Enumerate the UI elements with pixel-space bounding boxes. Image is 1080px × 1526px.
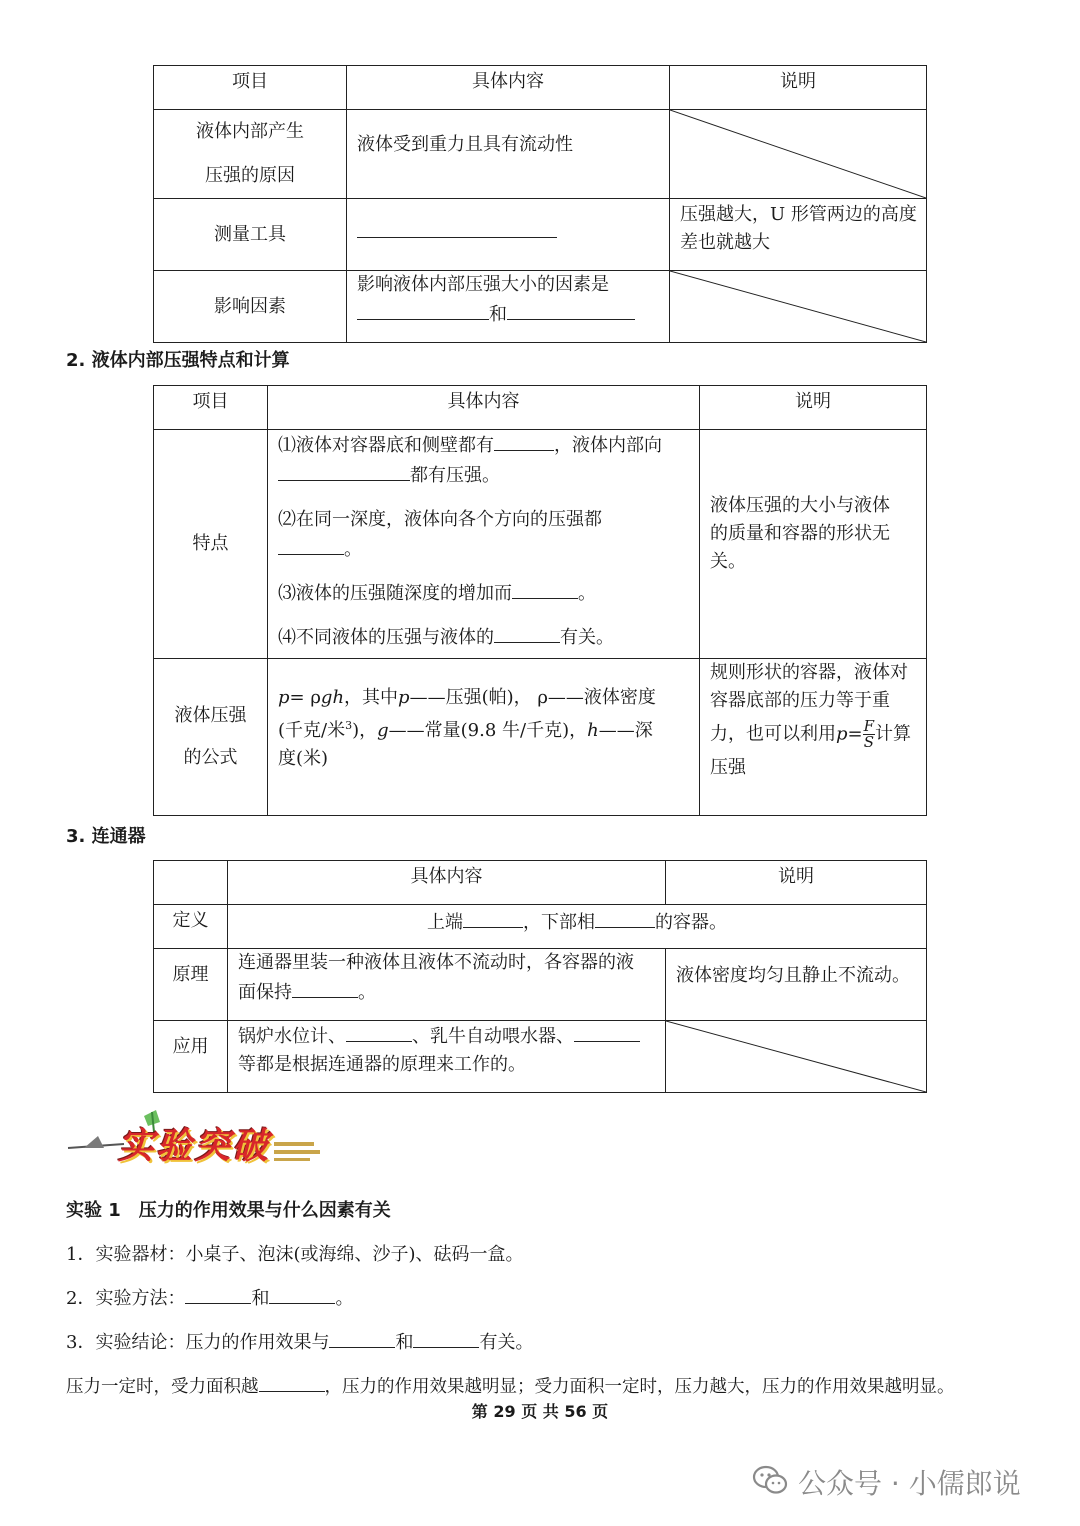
answer-blank[interactable] [463, 907, 523, 928]
cell-text: ——深 [598, 719, 653, 741]
experiment-title: 实验 1 压力的作用效果与什么因素有关 [66, 1200, 391, 1221]
cell-text: ⑴液体对容器底和侧壁都有 [278, 435, 494, 456]
cell-text [238, 1021, 659, 1051]
answer-blank[interactable] [494, 430, 554, 451]
fraction-denominator: S [863, 733, 874, 751]
table-row-note [700, 659, 927, 816]
superscript: 3 [345, 718, 353, 732]
table-header: 具体内容 [228, 861, 666, 905]
cell-text: 的质量和容器的形状无 [710, 523, 890, 544]
cell-text: 、乳牛自动喂水器、 [412, 1026, 574, 1047]
answer-blank[interactable] [269, 1283, 335, 1304]
math-symbol: p [278, 686, 290, 708]
table-header: 项目 [154, 386, 268, 430]
table-row-item [154, 659, 268, 816]
table-header: 具体内容 [268, 386, 700, 430]
table-row-content [347, 110, 670, 199]
table-row-item: 特点 [154, 430, 268, 659]
cell-text: 计算 [875, 723, 912, 745]
table-connected-vessels [153, 860, 927, 1093]
cell-text: ——压强(帕)， ρ——液体密度 [409, 686, 656, 708]
cell-text: 上端 [427, 912, 463, 933]
cell-text: ，下部相 [523, 912, 595, 933]
diagonal-line [670, 110, 926, 198]
table-row-content [228, 1021, 666, 1093]
table-row-content [268, 430, 700, 659]
formula-line [278, 684, 691, 712]
cell-text: 锅炉水位计、 [238, 1026, 346, 1047]
math-symbol: p [398, 686, 410, 708]
answer-blank[interactable] [278, 534, 344, 555]
fraction-numerator: F [863, 717, 875, 735]
table-header [154, 861, 228, 905]
diagonal-cell [670, 271, 927, 343]
paragraph [278, 460, 699, 490]
cell-text: 和 [489, 304, 507, 325]
paragraph [278, 506, 699, 534]
cell-text: 。 [344, 539, 362, 560]
cell-text: 2．实验方法： [66, 1288, 186, 1309]
fraction [863, 719, 875, 750]
table-row-content [228, 905, 927, 949]
cell-text: 容器底部的压力等于重 [710, 690, 890, 711]
experiment-line: 1．实验器材：小桌子、泡沫(或海绵、沙子)、砝码一盒。 [66, 1244, 524, 1265]
cell-text: 连通器里装一种液体且液体不流动时，各容器的液 [238, 952, 634, 973]
page-number: 第 29 页 共 56 页 [471, 1402, 609, 1421]
cell-text: 液体压强 [174, 705, 247, 726]
answer-blank[interactable] [357, 299, 489, 320]
answer-blank[interactable] [329, 1327, 395, 1348]
cell-text: 压强越大，U 形管两边的高度 [680, 204, 917, 225]
answer-blank[interactable] [574, 1021, 640, 1042]
answer-blank[interactable] [507, 299, 635, 320]
cell-text: 影响液体内部压强大小的因素是 [357, 274, 609, 295]
cell-text: 等都是根据连通器的原理来工作的。 [238, 1054, 526, 1075]
cell-text: ⑶液体的压强随深度的增加而 [278, 583, 512, 604]
cell-text: (千克/米 [278, 719, 346, 741]
cell-text: = ρ [289, 686, 321, 708]
math-symbol: p [836, 723, 848, 745]
table-row-note [670, 199, 927, 271]
cell-text: )， [352, 719, 378, 741]
cell-text: 度(米) [278, 747, 329, 769]
answer-blank[interactable] [185, 1283, 251, 1304]
cell-text: 规则形状的容器，液体对 [710, 662, 908, 683]
cell-text: 液体密度均匀且静止不流动。 [676, 964, 910, 986]
cell-text: 。 [358, 982, 376, 1003]
paragraph [278, 578, 699, 608]
answer-blank[interactable] [346, 1021, 412, 1042]
experiment-banner [64, 1108, 324, 1170]
cell-text: ⑵在同一深度，液体向各个方向的压强都 [278, 509, 602, 530]
cell-text: 都有压强。 [410, 465, 500, 486]
cell-text: 面保持 [238, 982, 292, 1003]
math-symbol: h [587, 719, 599, 741]
table-row-item: 测量工具 [154, 199, 347, 271]
table-header: 说明 [666, 861, 927, 905]
table-header: 说明 [670, 66, 927, 110]
cell-text: 。 [335, 1288, 354, 1309]
cell-text: 压强 [710, 757, 746, 778]
experiment-line [66, 1283, 353, 1310]
watermark-text: 公众号 · 小儒郎说 [798, 1467, 1021, 1500]
cell-text: ，其中 [344, 686, 399, 708]
cell-text [238, 977, 659, 1007]
paragraph [278, 534, 699, 564]
table-row-note [666, 949, 927, 1021]
cell-text: ，液体内部向 [554, 435, 662, 456]
cell-text: 和 [395, 1332, 414, 1353]
cell-text: ，压力的作用效果越明显；受力面积一定时，压力越大，压力的作用效果越明显。 [324, 1377, 955, 1397]
diagonal-cell [666, 1021, 927, 1093]
table-header: 项目 [154, 66, 347, 110]
table-row-content [347, 271, 670, 343]
formula-line [710, 719, 922, 750]
math-symbol: gh [320, 686, 345, 708]
table-header: 具体内容 [347, 66, 670, 110]
section-title: 2. 液体内部压强特点和计算 [66, 350, 290, 371]
table-row-item: 定义 [154, 905, 228, 949]
cell-text: = [847, 723, 863, 745]
diagonal-cell [670, 110, 927, 199]
cell-text [357, 299, 659, 329]
answer-blank[interactable] [357, 217, 557, 238]
wechat-icon [752, 1464, 788, 1496]
table-row-item [154, 110, 347, 199]
table-row-note [700, 430, 927, 659]
paragraph [278, 430, 699, 460]
cell-text: 的公式 [183, 747, 238, 768]
answer-blank[interactable] [259, 1371, 325, 1392]
table-header: 说明 [700, 386, 927, 430]
cell-text: 差也就越大 [680, 232, 770, 253]
banner-title: 实验突破 [118, 1126, 271, 1167]
section-title: 3. 连通器 [66, 826, 146, 847]
cell-text: 压强的原因 [205, 165, 295, 186]
answer-blank[interactable] [512, 578, 578, 599]
experiment-line [66, 1371, 955, 1398]
answer-blank[interactable] [595, 907, 655, 928]
paragraph [278, 622, 699, 652]
table-row-content [228, 949, 666, 1021]
cell-text: ——常量(9.8 牛/千克)， [388, 719, 588, 741]
cell-text: 力，也可以利用 [710, 723, 836, 745]
cell-text: 有关。 [479, 1332, 534, 1353]
answer-blank[interactable] [278, 460, 410, 481]
answer-blank-cell [347, 199, 670, 271]
cell-text: 有关。 [560, 627, 614, 648]
answer-blank[interactable] [413, 1327, 479, 1348]
cell-text: 液体压强的大小与液体 [710, 495, 890, 516]
table-row-item: 影响因素 [154, 271, 347, 343]
table-liquid-pressure-features [153, 385, 927, 816]
math-symbol: g [377, 719, 389, 741]
cell-text: 液体受到重力且具有流动性 [357, 134, 573, 155]
answer-blank[interactable] [292, 977, 358, 998]
cell-text: ⑷不同液体的压强与液体的 [278, 627, 494, 648]
table-row-item: 应用 [154, 1021, 228, 1093]
cell-text: 和 [251, 1288, 270, 1309]
cell-text: 压力一定时，受力面积越 [66, 1377, 259, 1397]
cell-text: 液体内部产生 [196, 121, 304, 142]
experiment-line [66, 1327, 533, 1354]
cell-text: 。 [578, 583, 596, 604]
answer-blank[interactable] [494, 622, 560, 643]
table-row-item: 原理 [154, 949, 228, 1021]
formula-line [278, 712, 691, 745]
cell-text: 3．实验结论：压力的作用效果与 [66, 1332, 330, 1353]
cell-text: 的容器。 [655, 912, 727, 933]
diagonal-line [670, 271, 926, 342]
table-liquid-pressure-basics [153, 65, 927, 343]
cell-text: 关。 [710, 551, 746, 572]
diagonal-line [666, 1021, 926, 1092]
table-row-content [268, 659, 700, 816]
